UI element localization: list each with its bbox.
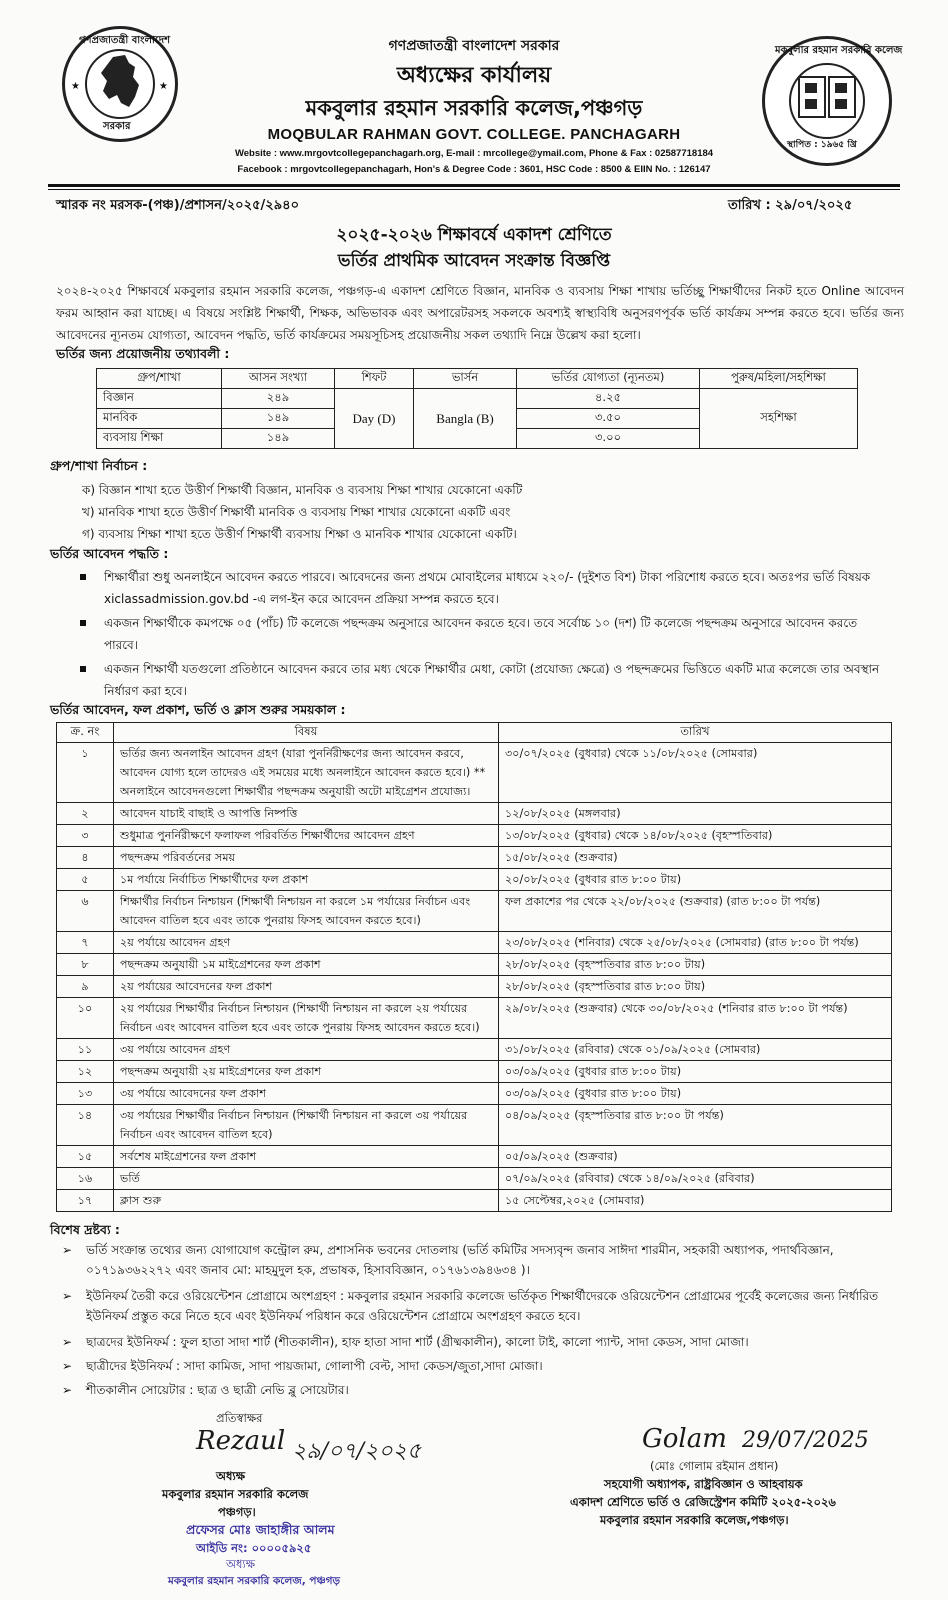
logo-top-text: মকবুলার রহমান সরকারি কলেজ	[775, 45, 903, 56]
method-text: শিক্ষার্থীরা শুধু অনলাইনে আবেদন করতে পারবে। আবেদনের জন্য প্রথমে মোবাইলের মাধ্যমে ২২০/- (দুইশত বিশ) টাকা পরিশোধ করতে হবে। অতঃপর ভর্তি বিষয়ক xiclassadmission.gov.bd -এ লগ-ইন করে আবেদন প্রক্রিয়া সম্পন্ন করতে হবে।	[104, 570, 871, 606]
gpa-cell: ৪.২৫	[517, 389, 700, 409]
gov-heading: গণপ্রজাতন্ত্রী বাংলাদেশ সরকার	[388, 38, 560, 54]
note-text: ছাত্রদের ইউনিফর্ম : ফুল হাতা সাদা শার্ট (শীতকালীন), হাফ হাতা সাদা শার্ট (গ্রীষ্মকালীন), কালো টাই, কালো প্যান্ট, সাদা কেডস, সাদা মোজা।	[86, 1335, 749, 1349]
table-row	[57, 998, 892, 1039]
stamp-college: মকবুলার রহমান সরকারি কলেজ, পঞ্চগড়	[168, 1575, 341, 1587]
row-subject: ৩য় পর্যায়ের শিক্ষার্থীর নির্বাচন নিশ্চায়ন (শিক্ষার্থী নিশ্চায়ন না করলে ৩য় পর্যায়ের নির্বাচন এবং আবেদন বাতিল হবে)	[114, 1105, 499, 1146]
seat-cell: ২৪৯	[222, 389, 335, 409]
table-row	[57, 976, 892, 998]
row-number: ১২	[57, 1061, 114, 1083]
shift-cell: Day (D)	[335, 389, 414, 449]
bullet-icon	[80, 666, 86, 672]
row-subject: ২য় পর্যায়ের শিক্ষার্থীর নির্বাচন নিশ্চায়ন (শিক্ষার্থী নিশ্চায়ন না করলে ২য় পর্যায়ের নির্বাচন এবং আবেদন বাতিল হবে এবং তাকে পুনরায় ফিসহ আবেদন করতে হবে।)	[114, 998, 499, 1039]
table-row	[57, 825, 892, 847]
intro-paragraph: ২০২৪-২০২৫ শিক্ষাবর্ষে মকবুলার রহমান সরকারি কলেজ, পঞ্চগড়-এ একাদশ শ্রেণিতে বিজ্ঞান, মানবিক ও ব্যবসায় শিক্ষা শাখায় ভর্তিচ্ছু শিক্ষার্থীদের নিকট হতে Online আবেদন ফরম আহ্বান করা যাচ্ছে। এ বিষয়ে সংশ্লিষ্ট শিক্ষার্থী, শিক্ষক, অভিভাবক এবং অপারেটরসহ সকলকে অবশ্যই স্বাস্থ্যবিধি অনুসরণপূর্বক ভর্তি কার্যক্রম সম্পন্ন করতে হবে। ভর্তির জন্য আবেদনের ন্যূনতম যোগ্যতা, আবেদন পদ্ধতি, ভর্তি কার্যক্রমের সময়সূচিসহ প্রয়োজনীয় সকল তথ্যাদি নিম্নে উল্লেখ করা হলো।	[56, 284, 904, 342]
seat-table-header	[97, 369, 858, 389]
row-number: ৯	[57, 976, 114, 998]
seat-cell: ১৪৯	[222, 429, 335, 449]
principal-title: অধ্যক্ষ	[216, 1469, 246, 1483]
row-subject: ক্লাস শুরু	[114, 1190, 499, 1212]
row-date: ০৭/০৯/২০২৫ (রবিবার) থেকে ১৪/০৯/২০২৫ (রবিবার)	[499, 1168, 892, 1190]
contact-line-1: Website : www.mrgovtcollegepanchagarh.org, E-mail : mrcollege@ymail.com, Phone & Fax : 02587718184	[234, 148, 714, 159]
row-subject: পছন্দক্রম পরিবর্তনের সময়	[114, 847, 499, 869]
group-cell: ব্যবসায় শিক্ষা	[97, 429, 222, 449]
principal-college: মকবুলার রহমান সরকারি কলেজ	[162, 1487, 309, 1501]
header-cell: ভর্তির যোগ্যতা (ন্যূনতম)	[517, 369, 700, 389]
row-subject: ২য় পর্যায়ে আবেদন গ্রহণ	[114, 932, 499, 954]
group-heading: গ্রুপ/শাখা নির্বাচন :	[50, 458, 148, 473]
convener-title: সহযোগী অধ্যাপক, রাষ্ট্রবিজ্ঞান ও আহবায়ক	[604, 1477, 803, 1491]
table-row	[57, 1083, 892, 1105]
header-cell: শিফট	[335, 369, 414, 389]
table-row	[97, 389, 858, 409]
header-rule-thin	[48, 189, 900, 190]
notice-title-line1: ২০২৫-২০২৬ শিক্ষাবর্ষে একাদশ শ্রেণিতে	[336, 225, 612, 245]
version-cell: Bangla (B)	[414, 389, 517, 449]
method-item	[80, 612, 890, 656]
note-item	[62, 1356, 892, 1376]
header-cell: আসন সংখ্যা	[222, 369, 335, 389]
convener-signature-date: 29/07/2025	[742, 1428, 869, 1453]
row-subject: শুধুমাত্র পুনর্নিরীক্ষণে ফলাফল পরিবর্তিত শিক্ষার্থীদের আবেদন গ্রহণ	[114, 825, 499, 847]
table-row	[57, 1146, 892, 1168]
note-text: ছাত্রীদের ইউনিফর্ম : সাদা কামিজ, সাদা পায়জামা, গোলাপী বেল্ট, সাদা কেডস/জুতা,সাদা মোজা।	[86, 1359, 543, 1373]
table-row	[57, 954, 892, 976]
row-subject: ২য় পর্যায়ের আবেদনের ফল প্রকাশ	[114, 976, 499, 998]
group-item: ক) বিজ্ঞান শাখা হতে উত্তীর্ণ শিক্ষার্থী বিজ্ঞান, মানবিক ও ব্যবসায় শিক্ষা শাখার যেকোনো একটি	[82, 483, 523, 497]
contact-line-2: Facebook : mrgovtcollegepanchagarh, Hon's & Degree Code : 3601, HSC Code : 8500 & EIIN No. : 126147	[237, 164, 711, 175]
table-row	[57, 1039, 892, 1061]
row-subject: ভর্তি	[114, 1168, 499, 1190]
table-row	[57, 869, 892, 891]
table-row	[57, 1190, 892, 1212]
seal-bottom-text: সরকার	[103, 121, 131, 132]
seat-cell: ১৪৯	[222, 409, 335, 429]
note-item	[62, 1286, 892, 1326]
convener-committee: একাদশ শ্রেণিতে ভর্তি ও রেজিস্ট্রেশন কমিটি ২০২৫-২০২৬	[570, 1495, 836, 1509]
principal-place: পঞ্চগড়।	[218, 1505, 256, 1519]
convener-signature: Golam	[642, 1424, 727, 1454]
row-date: ১৩/০৮/২০২৫ (বুধবার) থেকে ১৪/০৮/২০২৫ (বৃহস্পতিবার)	[499, 825, 892, 847]
note-text: শীতকালীন সোয়েটার : ছাত্র ও ছাত্রী নেভি ব্লু সোয়েটার।	[86, 1383, 349, 1397]
memo-number: স্মারক নং মরসক-(পঞ্চ)/প্রশাসন/২০২৫/২৯৪০	[56, 198, 300, 213]
table-row	[57, 743, 892, 803]
arrow-icon: ➢	[62, 1335, 73, 1349]
header-cell: ভার্সন	[414, 369, 517, 389]
row-date: ২৮/০৮/২০২৫ (বৃহস্পতিবার রাত ৮:০০ টায়)	[499, 954, 892, 976]
method-heading: ভর্তির আবেদন পদ্ধতি :	[50, 546, 169, 561]
table-row	[57, 1168, 892, 1190]
stamp-id: আইডি নং: ০০০০৫৯২৫	[196, 1541, 312, 1555]
note-item	[62, 1380, 892, 1400]
row-subject: ৩য় পর্যায়ে আবেদন গ্রহণ	[114, 1039, 499, 1061]
method-item	[80, 566, 890, 610]
row-number: ৩	[57, 825, 114, 847]
row-date: ২৮/০৮/২০২৫ (বৃহস্পতিবার রাত ৮:০০ টায়)	[499, 976, 892, 998]
arrow-icon: ➢	[62, 1243, 73, 1257]
header-cell: বিষয়	[114, 723, 499, 743]
row-date: ০৩/০৯/২০২৫ (বুধবার রাত ৮:০০ টায়)	[499, 1061, 892, 1083]
row-date: ফল প্রকাশের পর থেকে ২২/০৮/২০২৫ (শুক্রবার) (রাত ৮:০০ টা পর্যন্ত)	[499, 891, 892, 932]
memo-date: তারিখ : ২৯/০৭/২০২৫	[728, 198, 853, 213]
method-text: একজন শিক্ষার্থী যতগুলো প্রতিষ্ঠানে আবেদন করবে তার মধ্য থেকে শিক্ষার্থীর মেধা, কোটা (প্রযোজ্য ক্ষেত্রে) ও পছন্দক্রমের ভিত্তিতে একটি মাত্র কলেজে তার অবস্থান নির্ধারণ করা হবে।	[104, 662, 880, 698]
convener-college: মকবুলার রহমান সরকারি কলেজ,পঞ্চগড়।	[600, 1513, 789, 1527]
row-number: ১৭	[57, 1190, 114, 1212]
row-number: ২	[57, 803, 114, 825]
group-item: গ) ব্যবসায় শিক্ষা শাখা হতে উত্তীর্ণ শিক্ষার্থী ব্যবসায় শিক্ষা ও মানবিক শাখার যেকোনো একটি।	[82, 527, 517, 541]
row-date: ১৫ সেপ্টেম্বর,২০২৫ (সোমবার)	[499, 1190, 892, 1212]
row-number: ৫	[57, 869, 114, 891]
table-row	[57, 847, 892, 869]
row-subject: পছন্দক্রম অনুযায়ী ১ম মাইগ্রেশনের ফল প্রকাশ	[114, 954, 499, 976]
header-rule	[48, 184, 900, 187]
principal-signature-date: ২৯/০৭/২০২৫	[292, 1439, 422, 1464]
row-number: ১১	[57, 1039, 114, 1061]
note-item	[62, 1240, 892, 1280]
convener-name: (মোঃ গোলাম রইমান প্রধান)	[650, 1459, 779, 1473]
row-number: ১	[57, 743, 114, 803]
row-subject: ৩য় পর্যায়ে আবেদনের ফল প্রকাশ	[114, 1083, 499, 1105]
row-number: ১৪	[57, 1105, 114, 1146]
header-cell: পুরুষ/মহিলা/সহশিক্ষা	[700, 369, 858, 389]
schedule-table	[56, 722, 892, 1212]
table-row	[57, 803, 892, 825]
info-heading: ভর্তির জন্য প্রয়োজনীয় তথ্যাবলী :	[56, 346, 230, 361]
gender-cell: সহশিক্ষা	[700, 389, 858, 449]
countersign-label: প্রতিস্বাক্ষর	[216, 1411, 263, 1425]
row-number: ১০	[57, 998, 114, 1039]
method-text: একজন শিক্ষার্থীকে কমপক্ষে ০৫ (পাঁচ) টি কলেজে পছন্দক্রম অনুসারে আবেদন করতে হবে। তবে সর্বোচ্চ ১০ (দশ) টি কলেজে পছন্দক্রম অনুসারে আবেদন করতে পারবে।	[104, 616, 858, 652]
logo-bottom-text: স্থাপিত : ১৯৬৫ খ্রি	[787, 140, 857, 150]
arrow-icon: ➢	[62, 1289, 73, 1303]
stamp-title: অধ্যক্ষ	[226, 1557, 256, 1571]
star-icon: ★	[71, 81, 80, 92]
principal-signature: Rezaul	[196, 1426, 286, 1456]
row-date: ২৯/০৮/২০২৫ (শুক্রবার) থেকে ৩০/০৮/২০২৫ (শনিবার রাত ৮:০০ টা পর্যন্ত)	[499, 998, 892, 1039]
arrow-icon: ➢	[62, 1383, 73, 1397]
row-subject: পছন্দক্রম অনুযায়ী ২য় মাইগ্রেশনের ফল প্রকাশ	[114, 1061, 499, 1083]
row-date: ২০/০৮/২০২৫ (বুধবার রাত ৮:০০ টায়)	[499, 869, 892, 891]
row-date: ১২/০৮/২০২৫ (মঙ্গলবার)	[499, 803, 892, 825]
row-number: ৭	[57, 932, 114, 954]
row-subject: ১ম পর্যায়ে নির্বাচিত শিক্ষার্থীদের ফল প্রকাশ	[114, 869, 499, 891]
office-heading: অধ্যক্ষের কার্যালয়	[396, 63, 552, 88]
schedule-table-header	[57, 723, 892, 743]
row-date: ১৫/০৮/২০২৫ (শুক্রবার)	[499, 847, 892, 869]
stamp-name: প্রফেসর মোঃ জাহাঙ্গীর আলম	[186, 1522, 335, 1537]
row-number: ১৫	[57, 1146, 114, 1168]
group-cell: মানবিক	[97, 409, 222, 429]
seal-top-text: গণপ্রজাতন্ত্রী বাংলাদেশ	[79, 35, 171, 46]
header-cell: তারিখ	[499, 723, 892, 743]
college-name-bn: মকবুলার রহমান সরকারি কলেজ,পঞ্চগড়	[305, 96, 643, 120]
notice-title-line2: ভর্তির প্রাথমিক আবেদন সংক্রান্ত বিজ্ঞপ্তি	[337, 251, 611, 271]
arrow-icon: ➢	[62, 1359, 73, 1373]
table-row	[57, 1105, 892, 1146]
row-number: ১৬	[57, 1168, 114, 1190]
header-cell: গ্রুপ/শাখা	[97, 369, 222, 389]
row-number: ১৩	[57, 1083, 114, 1105]
bullet-icon	[80, 574, 86, 580]
header-cell: ক্র. নং	[57, 723, 114, 743]
row-date: ২৩/০৮/২০২৫ (শনিবার) থেকে ২৫/০৮/২০২৫ (সোমবার) (রাত ৮:০০ টা পর্যন্ত)	[499, 932, 892, 954]
row-date: ০৩/০৯/২০২৫ (বুধবার রাত ৮:০০ টায়)	[499, 1083, 892, 1105]
notes-heading: বিশেষ দ্রষ্টব্য :	[50, 1222, 120, 1237]
row-date: ০৪/০৯/২০২৫ (বৃহস্পতিবার রাত ৮:০০ টা পর্যন্ত)	[499, 1105, 892, 1146]
method-item	[80, 658, 890, 702]
row-number: ৮	[57, 954, 114, 976]
gpa-cell: ৩.০০	[517, 429, 700, 449]
row-date: ০৫/০৯/২০২৫ (শুক্রবার)	[499, 1146, 892, 1168]
row-number: ৬	[57, 891, 114, 932]
group-cell: বিজ্ঞান	[97, 389, 222, 409]
note-text: ইউনিফর্ম তৈরী করে ওরিয়েন্টেশন প্রোগ্রামে অংশগ্রহণ : মকবুলার রহমান সরকারি কলেজে ভর্তিকৃত শিক্ষার্থীদেরকে ওরিয়েন্টেশন প্রোগ্রামের পূর্বেই কলেজের জন্য নির্ধারিত ইউনিফর্ম প্রস্তুত করে নিতে হবে এবং ইউনিফর্ম পরিধান করে ওরিয়েন্টেশন প্রোগ্রামে অংশগ্রহণ করতে হবে।	[86, 1289, 879, 1323]
group-item: খ) মানবিক শাখা হতে উত্তীর্ণ শিক্ষার্থী মানবিক ও ব্যবসায় শিক্ষা শাখার যেকোনো একটি এবং	[82, 505, 511, 519]
row-date: ৩১/০৮/২০২৫ (রবিবার) থেকে ০১/০৯/২০২৫ (সোমবার)	[499, 1039, 892, 1061]
note-item	[62, 1332, 892, 1352]
row-date: ৩০/০৭/২০২৫ (বুধবার) থেকে ১১/০৮/২০২৫ (সোমবার)	[499, 743, 892, 803]
seat-table	[96, 368, 858, 449]
table-row	[57, 932, 892, 954]
row-number: ৪	[57, 847, 114, 869]
row-subject: ভর্তির জন্য অনলাইন আবেদন গ্রহণ (যারা পুনর্নিরীক্ষণের জন্য আবেদন করবে, আবেদন যোগ্য হলে তাদেরও এই সময়ের মধ্যে অনলাইনে আবেদন করতে হবে।) ** অনলাইনে আবেদনগুলো শিক্ষার্থীর পছন্দক্রম অনুযায়ী অটো মাইগ্রেশন প্রযোজ্য।	[114, 743, 499, 803]
table-row	[57, 1061, 892, 1083]
row-subject: আবেদন যাচাই বাছাই ও আপত্তি নিষ্পত্তি	[114, 803, 499, 825]
schedule-heading: ভর্তির আবেদন, ফল প্রকাশ, ভর্তি ও ক্লাস শুরুর সময়কাল :	[50, 702, 346, 717]
college-name-en: MOQBULAR RAHMAN GOVT. COLLEGE. PANCHAGARH	[267, 126, 681, 143]
bullet-icon	[80, 620, 86, 626]
row-subject: সর্বশেষ মাইগ্রেশনের ফল প্রকাশ	[114, 1146, 499, 1168]
table-row	[57, 891, 892, 932]
note-text: ভর্তি সংক্রান্ত তথ্যের জন্য যোগাযোগ কন্ট্রোল রুম, প্রশাসনিক ভবনের দোতলায় (ভর্তি কমিটির সদস্যবৃন্দ জনাব সাঈদা শারমীন, সহকারী অধ্যাপক, পদার্থবিজ্ঞান, ০১৭১৯৩৬২২৭২ এবং জনাব মো: মাহমুদুল হক, প্রভাষক, হিসাববিজ্ঞান, ০১৭৬১৩৯৪৬৩৪ )।	[86, 1243, 834, 1277]
gpa-cell: ৩.৫০	[517, 409, 700, 429]
row-subject: শিক্ষার্থীর নির্বাচন নিশ্চায়ন (শিক্ষার্থী নিশ্চায়ন না করলে ১ম পর্যায়ের নির্বাচন এবং আবেদন বাতিল হবে এবং তাকে পুনরায় ফিসহ আবেদন করতে হবে।)	[114, 891, 499, 932]
star-icon: ★	[159, 81, 168, 92]
